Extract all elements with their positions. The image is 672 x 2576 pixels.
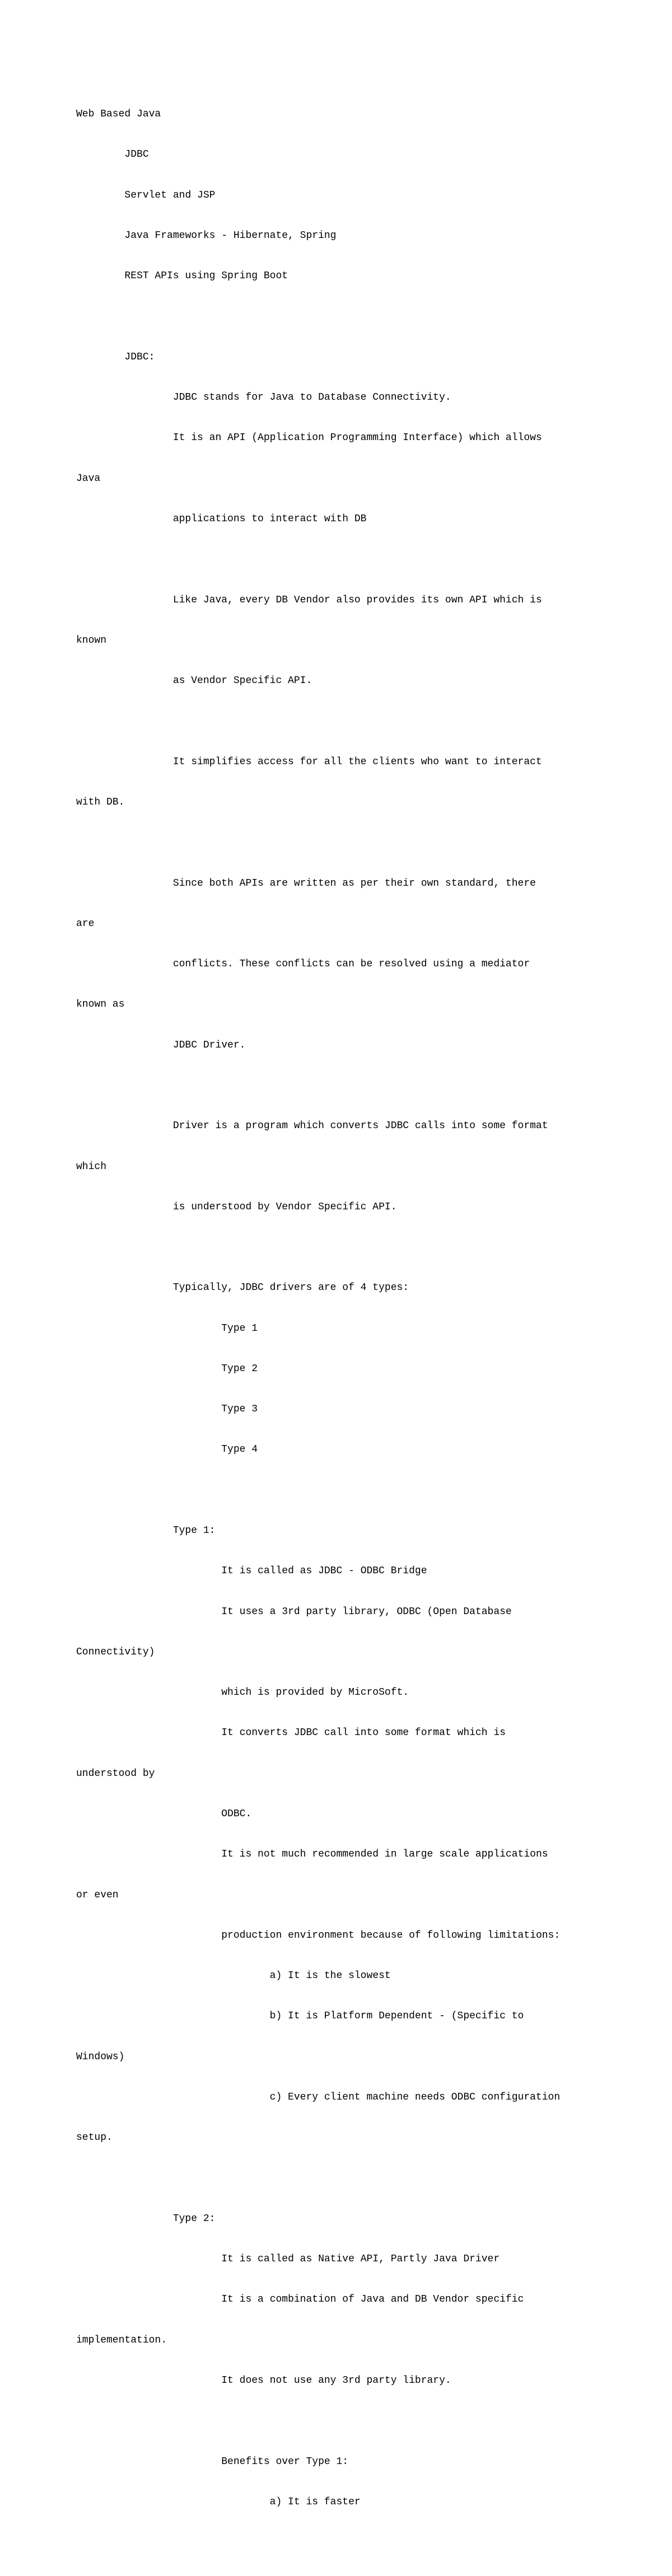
text-line: a) It is faster — [76, 2496, 361, 2508]
text-line: Java Frameworks - Hibernate, Spring — [76, 230, 337, 242]
text-line: Java — [76, 473, 101, 484]
text-line: Type 4 — [76, 1444, 258, 1456]
text-line: Typically, JDBC drivers are of 4 types: — [76, 1282, 409, 1294]
text-line: It uses a 3rd party library, ODBC (Open Database — [76, 1606, 512, 1617]
text-line: It is a combination of Java and DB Vendor specific — [76, 2294, 524, 2306]
text-line: known as — [76, 999, 125, 1011]
text-line: production environment because of following limitations: — [76, 1929, 561, 1941]
text-line: JDBC Driver. — [76, 1039, 246, 1051]
text-line: are — [76, 918, 95, 929]
text-line — [76, 2172, 560, 2185]
text-line: It is not much recommended in large scale applications — [76, 1849, 548, 1860]
text-line: Web Based Java — [76, 109, 161, 120]
text-line: conflicts. These conflicts can be resolved using a mediator — [76, 959, 530, 970]
text-line: It is an API (Application Programming Interface) which allows — [76, 432, 542, 444]
text-line: c) Every client machine needs ODBC configuration — [76, 2091, 561, 2103]
text-line: It is called as Native API, Partly Java Driver — [76, 2254, 500, 2265]
text-line: a) It is the slowest — [76, 1970, 391, 1982]
text-line: Driver is a program which converts JDBC calls into some format — [76, 1120, 548, 1132]
text-line — [76, 714, 560, 728]
text-line: Benefits over Type 1: — [76, 2456, 349, 2467]
text-line: Type 3 — [76, 1404, 258, 1415]
text-line: Type 2 — [76, 1363, 258, 1375]
text-line: It converts JDBC call into some format which is — [76, 1727, 506, 1739]
text-line: b) It is Platform Dependent - (Specific to — [76, 2011, 524, 2022]
text-line: as Vendor Specific API. — [76, 675, 312, 687]
text-line: REST APIs using Spring Boot — [76, 270, 288, 282]
text-line: Servlet and JSP — [76, 189, 216, 201]
text-line: Like Java, every DB Vendor also provides its own API which is — [76, 594, 542, 606]
text-line: Windows) — [76, 2051, 125, 2063]
text-line: known — [76, 634, 107, 646]
text-line: which is provided by MicroSoft. — [76, 1687, 409, 1699]
text-line: Since both APIs are written as per their own standard, there — [76, 877, 536, 889]
text-line — [76, 553, 560, 566]
text-line: It does not use any 3rd party library. — [76, 2374, 451, 2386]
document-body — [76, 81, 560, 2576]
text-line: It is called as JDBC - ODBC Bridge — [76, 1565, 427, 1577]
text-line — [76, 1079, 560, 1092]
text-line — [76, 1241, 560, 1254]
text-line — [76, 2414, 560, 2428]
text-line: JDBC: — [76, 351, 155, 363]
text-line: Type 1 — [76, 1322, 258, 1334]
text-line: or even — [76, 1889, 119, 1901]
text-line: setup. — [76, 2132, 113, 2144]
text-line: JDBC — [76, 149, 149, 161]
text-line: ODBC. — [76, 1808, 252, 1820]
text-line: applications to interact with DB — [76, 513, 367, 525]
text-line: Type 2: — [76, 2213, 216, 2224]
text-line: which — [76, 1161, 107, 1172]
text-line — [76, 310, 560, 324]
text-line — [76, 2536, 560, 2549]
text-line: implementation. — [76, 2334, 167, 2346]
text-line: with DB. — [76, 796, 125, 808]
text-line: understood by — [76, 1768, 155, 1779]
text-line — [76, 1484, 560, 1497]
text-line: JDBC stands for Java to Database Connectivity. — [76, 392, 451, 404]
text-line — [76, 836, 560, 849]
text-line: Type 1: — [76, 1525, 216, 1537]
text-line: is understood by Vendor Specific API. — [76, 1201, 397, 1213]
text-line: It simplifies access for all the clients who want to interact — [76, 756, 542, 768]
text-line: Connectivity) — [76, 1646, 155, 1658]
